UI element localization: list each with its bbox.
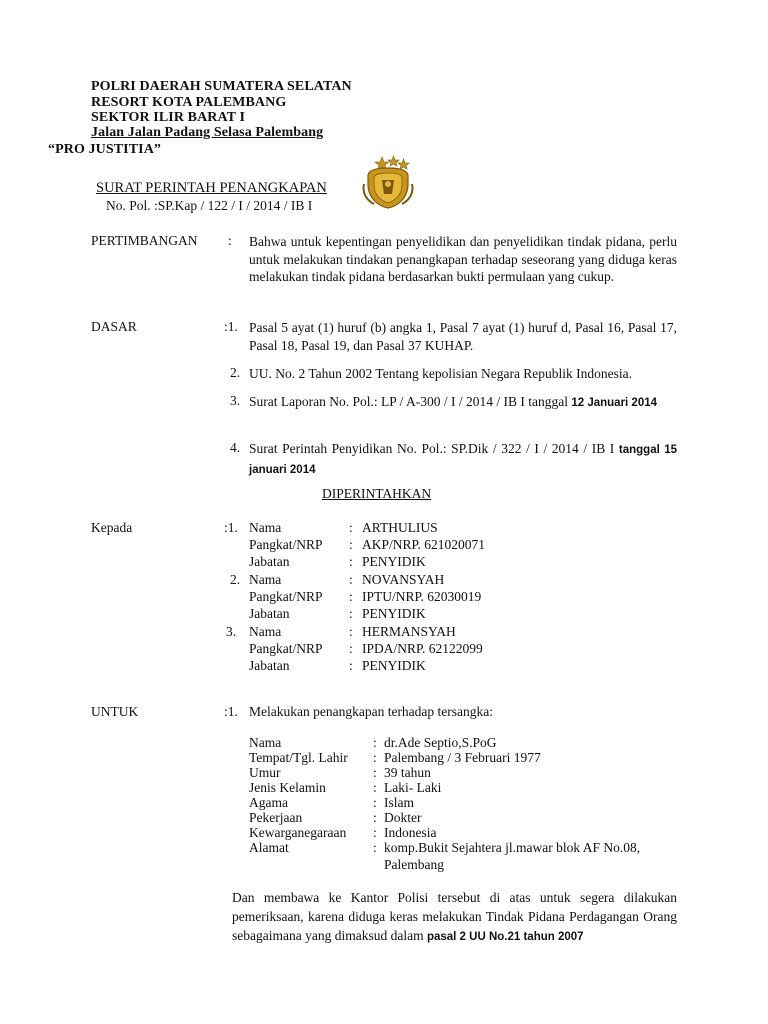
suspect-field-value: 39 tahun bbox=[384, 765, 431, 780]
dasar-item-text: UU. No. 2 Tahun 2002 Tentang kepolisian Negara Republik Indonesia. bbox=[249, 366, 633, 381]
officer-field-value: HERMANSYAH bbox=[362, 624, 456, 639]
officer-field-value: ARTHULIUS bbox=[362, 520, 438, 535]
field-colon: : bbox=[349, 572, 353, 587]
suspect-field-label: Alamat bbox=[249, 840, 289, 855]
officer-field-value: PENYIDIK bbox=[362, 554, 426, 569]
pertimbangan-text: Bahwa untuk kepentingan penyelidikan dan penyelidikan tindak pidana, perlu untuk melakukan tindakan penangkapan terhadap seseorang yang diduga keras melakukan tindak pidana berdasarkan bukti permulaan yang cukup. bbox=[249, 234, 677, 284]
officer-field-label: Pangkat/NRP bbox=[249, 641, 323, 656]
header-line-3: SEKTOR ILIR BARAT I bbox=[91, 110, 246, 125]
field-colon: : bbox=[349, 658, 353, 673]
officer-field-value: IPDA/NRP. 62122099 bbox=[362, 641, 483, 656]
laporan-text: Surat Laporan No. Pol.: LP / A-300 / I / 2014 / IB I tanggal bbox=[249, 394, 568, 409]
field-colon: : bbox=[349, 520, 353, 535]
document-number: No. Pol. :SP.Kap / 122 / I / 2014 / IB I bbox=[106, 198, 313, 213]
field-colon: : bbox=[349, 589, 353, 604]
field-colon: : bbox=[349, 624, 353, 639]
header-address: Jalan Jalan Padang Selasa Palembang bbox=[91, 125, 324, 140]
diperintahkan-heading: DIPERINTAHKAN bbox=[322, 486, 432, 501]
officer-number: :1. bbox=[224, 520, 238, 535]
officer-field-value: AKP/NRP. 621020071 bbox=[362, 537, 486, 552]
suspect-field-value: Laki- Laki bbox=[384, 780, 442, 795]
untuk-intro: Melakukan penangkapan terhadap tersangka: bbox=[249, 704, 494, 719]
officer-field-label: Nama bbox=[249, 572, 282, 587]
suspect-field-label: Nama bbox=[249, 735, 282, 750]
laporan-date: 12 Januari 2014 bbox=[571, 397, 658, 409]
suspect-field-value: Dokter bbox=[384, 810, 422, 825]
field-colon: : bbox=[373, 840, 377, 855]
suspect-field-label: Pekerjaan bbox=[249, 810, 303, 825]
officer-field-value: PENYIDIK bbox=[362, 658, 426, 673]
officer-field-label: Nama bbox=[249, 624, 282, 639]
suspect-field-value: Islam bbox=[384, 795, 414, 810]
suspect-field-value: komp.Bukit Sejahtera jl.mawar blok AF No.08, bbox=[384, 840, 641, 855]
officer-field-label: Pangkat/NRP bbox=[249, 537, 323, 552]
suspect-field-label: Tempat/Tgl. Lahir bbox=[249, 750, 348, 765]
officer-field-label: Jabatan bbox=[249, 658, 290, 673]
field-colon: : bbox=[373, 795, 377, 810]
document-title: SURAT PERINTAH PENANGKAPAN bbox=[96, 180, 327, 196]
officer-field-label: Jabatan bbox=[249, 554, 290, 569]
police-emblem-icon bbox=[356, 154, 420, 210]
field-colon: : bbox=[373, 825, 377, 840]
field-colon: : bbox=[373, 735, 377, 750]
untuk-number: :1. bbox=[224, 704, 238, 719]
closing-legal-basis: pasal 2 UU No.21 tahun 2007 bbox=[426, 931, 584, 943]
dasar-item-number: 4. bbox=[230, 440, 241, 455]
motto: “PRO JUSTITIA” bbox=[48, 142, 162, 157]
penyidikan-text: Surat Perintah Penyidikan No. Pol.: SP.Dik / 322 / I / 2014 / IB I bbox=[249, 441, 615, 456]
dasar-label: DASAR bbox=[91, 319, 137, 334]
suspect-field-value: Indonesia bbox=[384, 825, 437, 840]
pertimbangan-label: PERTIMBANGAN bbox=[91, 233, 198, 248]
field-colon: : bbox=[349, 537, 353, 552]
officer-field-value: PENYIDIK bbox=[362, 606, 426, 621]
officer-field-value: IPTU/NRP. 62030019 bbox=[362, 589, 482, 604]
penyidikan-date: tanggal 15 januari 2014 bbox=[249, 444, 677, 476]
field-colon: : bbox=[349, 641, 353, 656]
field-colon: : bbox=[373, 810, 377, 825]
officer-field-label: Jabatan bbox=[249, 606, 290, 621]
suspect-field-value: dr.Ade Septio,S.PoG bbox=[384, 735, 497, 750]
suspect-field-label: Agama bbox=[249, 795, 288, 810]
suspect-field-label: Umur bbox=[249, 765, 281, 780]
dasar-item-number: :1. bbox=[224, 319, 238, 334]
untuk-label: UNTUK bbox=[91, 704, 139, 719]
header-line-2: RESORT KOTA PALEMBANG bbox=[91, 95, 287, 110]
field-colon: : bbox=[373, 750, 377, 765]
kepada-label: Kepada bbox=[91, 520, 133, 535]
suspect-field-value: Palembang / 3 Februari 1977 bbox=[384, 750, 541, 765]
officer-field-label: Nama bbox=[249, 520, 282, 535]
closing-text: Dan membawa ke Kantor Polisi tersebut di atas untuk segera dilakukan pemeriksaan, karena diduga keras melakukan Tindak Pidana Perdagangan Orang sebagaimana yang dimaksud dalam bbox=[232, 890, 677, 943]
suspect-field-label: Kewarganegaraan bbox=[249, 825, 347, 840]
officer-field-value: NOVANSYAH bbox=[362, 572, 445, 587]
suspect-field-value: Palembang bbox=[384, 857, 444, 872]
officer-field-label: Pangkat/NRP bbox=[249, 589, 323, 604]
dasar-item-number: 3. bbox=[230, 393, 241, 408]
dasar-item-text bbox=[249, 393, 677, 413]
dasar-item-text bbox=[249, 440, 677, 479]
field-colon: : bbox=[349, 554, 353, 569]
dasar-item-text: Pasal 5 ayat (1) huruf (b) angka 1, Pasal 7 ayat (1) huruf d, Pasal 16, Pasal 17, Pasal 18, Pasal 19, dan Pasal 37 KUHAP. bbox=[249, 320, 677, 353]
officer-number: 3. bbox=[226, 624, 237, 639]
pertimbangan-colon: : bbox=[228, 233, 232, 248]
field-colon: : bbox=[373, 780, 377, 795]
officer-number: 2. bbox=[230, 572, 241, 587]
header-line-1: POLRI DAERAH SUMATERA SELATAN bbox=[91, 79, 352, 94]
suspect-field-label: Jenis Kelamin bbox=[249, 780, 326, 795]
field-colon: : bbox=[349, 606, 353, 621]
closing-paragraph bbox=[232, 888, 677, 947]
field-colon: : bbox=[373, 765, 377, 780]
dasar-item-number: 2. bbox=[230, 365, 241, 380]
